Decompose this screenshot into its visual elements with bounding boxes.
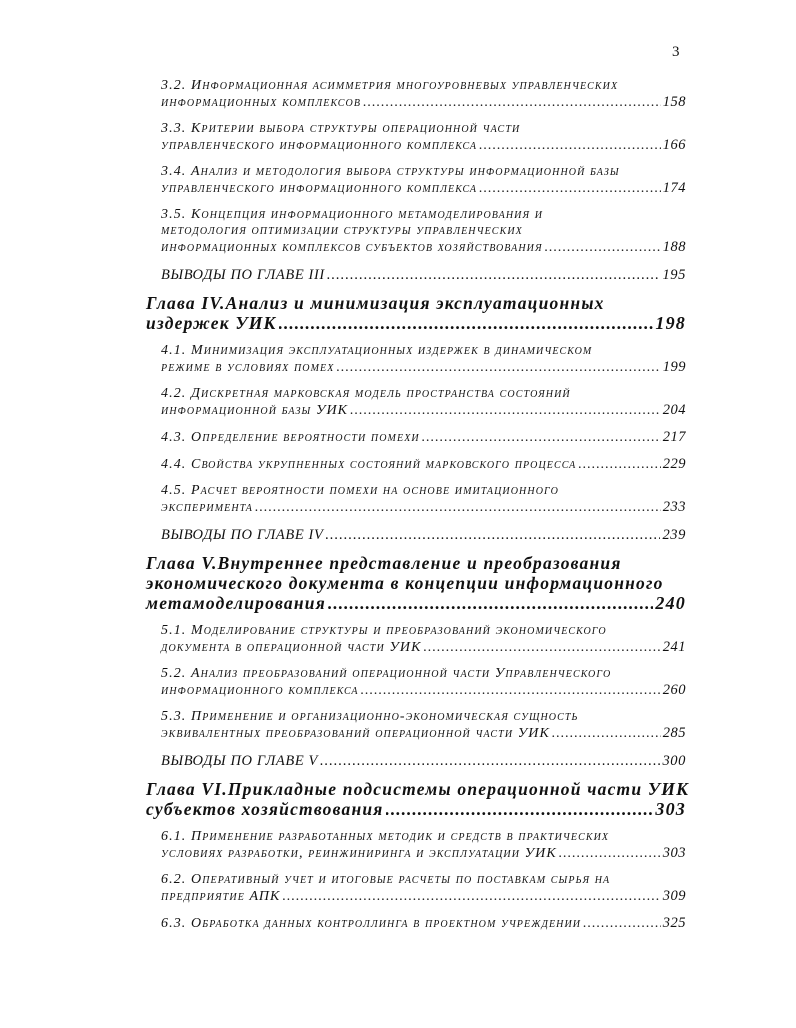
toc-entry-line: [161, 666, 686, 682]
toc-entry-section[interactable]: [161, 78, 686, 111]
toc-entry-section[interactable]: [161, 429, 686, 446]
toc-entry-section[interactable]: [161, 709, 686, 742]
toc-entry-title: 3.3. Критерии выбора структуры операционной части: [161, 121, 521, 136]
toc-entry-section[interactable]: [161, 623, 686, 656]
toc-entry-title: эквивалентных преобразований операционной части УИК: [161, 726, 550, 741]
toc-entry-title: 5.1. Моделирование структуры и преобразований экономического: [161, 623, 607, 638]
toc-entry-line: [161, 94, 686, 111]
toc-page-number: 303: [655, 799, 686, 819]
toc-page-number: 199: [662, 359, 686, 375]
toc-page-number: 325: [662, 915, 686, 931]
toc-entry-title: 4.1. Минимизация эксплуатационных издержек в динамическом: [161, 343, 593, 358]
toc-entry-title: Глава VI.Прикладные подсистемы операционной части УИК: [146, 779, 690, 799]
toc-leader-dots: [424, 640, 661, 656]
toc-entry-chapter[interactable]: [146, 293, 686, 333]
toc-leader-dots: [552, 726, 661, 742]
toc-entry-title: экономического документа в концепции информационного: [146, 573, 664, 593]
toc-entry-title: ВЫВОДЫ ПО ГЛАВЕ V: [161, 753, 318, 769]
toc-entry-title: Глава V.Внутреннее представление и преобразования: [146, 553, 622, 573]
toc-entry-title: 4.5. Расчет вероятности помехи на основе имитационного: [161, 483, 559, 498]
toc-entry-line: [161, 223, 686, 239]
toc-entry-line: [161, 915, 686, 932]
toc-leader-dots: [325, 526, 660, 544]
toc-entry-title: 3.5. Концепция информационного метамоделирования и: [161, 207, 544, 222]
toc-leader-dots: [279, 313, 654, 333]
toc-entry-line: [161, 872, 686, 888]
toc-page-number: 233: [662, 499, 686, 515]
toc-leader-dots: [282, 889, 660, 905]
toc-page-number: 158: [662, 94, 686, 110]
toc-entry-title: информационных комплексов: [161, 95, 362, 110]
toc-leader-dots: [559, 846, 661, 862]
toc-leader-dots: [386, 799, 654, 819]
toc-entry-title: ВЫВОДЫ ПО ГЛАВЕ IV: [161, 527, 324, 543]
toc-leader-dots: [327, 266, 661, 284]
toc-entry-line: [146, 593, 686, 613]
toc-entry-line: [161, 78, 686, 94]
toc-leader-dots: [350, 403, 661, 419]
toc-entry-title: информационных комплексов субъектов хозяйствования: [161, 240, 543, 255]
toc-entry-line: [146, 313, 686, 333]
toc-leader-dots: [583, 916, 661, 932]
toc-entry-section[interactable]: [161, 456, 686, 473]
toc-page-number: 174: [662, 180, 686, 196]
toc-entry-line: [146, 553, 686, 573]
toc-entry-title: издержек УИК: [146, 313, 277, 333]
toc-entry-line: [161, 239, 686, 256]
toc-entry-line: [161, 499, 686, 516]
toc-page-number: 166: [662, 137, 686, 153]
toc-entry-title: 4.4. Свойства укрупненных состояний марковского процесса: [161, 457, 577, 472]
toc-leader-dots: [328, 593, 653, 613]
toc-entry-title: 3.2. Информационная асимметрия многоуровневых управленческих: [161, 78, 619, 93]
toc-entry-title: субъектов хозяйствования: [146, 799, 384, 819]
toc-entry-section[interactable]: [161, 872, 686, 905]
toc-page-number: 217: [662, 429, 686, 445]
toc-entry-line: [161, 137, 686, 154]
toc-entry-line: [161, 359, 686, 376]
toc-entry-chapter[interactable]: [146, 553, 686, 613]
toc-entry-line: [161, 164, 686, 180]
toc-entry-line: [161, 829, 686, 845]
page-number: 3: [672, 44, 680, 60]
toc-page-number: 300: [662, 753, 686, 769]
toc-entry-title: 6.2. Оперативный учет и итоговые расчеты по поставкам сырья на: [161, 872, 611, 887]
toc-entry-line: [161, 121, 686, 137]
toc-entry-line: [161, 386, 686, 402]
toc-page-number: 204: [662, 402, 686, 418]
toc-entry-line: [161, 483, 686, 499]
toc-entry-line: [161, 402, 686, 419]
toc-entry-line: [161, 343, 686, 359]
toc-entry-line: [161, 709, 686, 725]
toc-entry-title: управленческого информационного комплекса: [161, 138, 478, 153]
toc-entry-line: [161, 752, 686, 770]
toc-entry-line: [161, 456, 686, 473]
toc-entry-line: [161, 888, 686, 905]
toc-leader-dots: [578, 457, 660, 473]
toc-entry-line: [146, 573, 686, 593]
toc-entry-title: 6.1. Применение разработанных методик и средств в практических: [161, 829, 610, 844]
toc-entry-concl[interactable]: [161, 526, 686, 544]
toc-entry-section[interactable]: [161, 164, 686, 197]
toc-entry-title: режиме в условиях помех: [161, 360, 335, 375]
toc-entry-section[interactable]: [161, 343, 686, 376]
toc-leader-dots: [255, 500, 661, 516]
toc-entry-section[interactable]: [161, 829, 686, 862]
toc-entry-title: метамоделирования: [146, 593, 326, 613]
toc-entry-section[interactable]: [161, 666, 686, 699]
toc-entry-title: информационной базы УИК: [161, 403, 349, 418]
toc-entry-title: документа в операционной части УИК: [161, 640, 422, 655]
toc-leader-dots: [545, 240, 661, 256]
toc-page-number: 195: [662, 267, 686, 283]
toc-entry-concl[interactable]: [161, 266, 686, 284]
toc-entry-title: Глава IV.Анализ и минимизация эксплуатационных: [146, 293, 605, 313]
toc-entry-title: информационного комплекса: [161, 683, 359, 698]
toc-entry-title: 4.2. Дискретная марковская модель пространства состояний: [161, 386, 571, 401]
toc-entry-title: 3.4. Анализ и методология выбора структуры информационной базы: [161, 164, 620, 179]
toc-entry-line: [161, 429, 686, 446]
toc-entry-line: [146, 293, 686, 313]
toc-entry-section[interactable]: [161, 386, 686, 419]
toc-entry-title: условиях разработки, реинжиниринга и эксплуатации УИК: [161, 846, 557, 861]
toc-entry-title: эксперимента: [161, 500, 253, 515]
toc-entry-line: [161, 725, 686, 742]
toc-entry-section[interactable]: [161, 483, 686, 516]
toc-entry-line: [146, 799, 686, 819]
toc-entry-section[interactable]: [161, 207, 686, 256]
toc-entry-line: [161, 623, 686, 639]
toc-page-number: 188: [662, 239, 686, 255]
toc-page-number: 229: [662, 456, 686, 472]
toc-page-number: 260: [662, 682, 686, 698]
toc-entry-line: [146, 779, 690, 799]
toc-page-number: 285: [662, 725, 686, 741]
toc-leader-dots: [320, 752, 660, 770]
toc-leader-dots: [363, 95, 661, 111]
toc-entry-line: [161, 682, 686, 699]
toc-entry-section[interactable]: [161, 121, 686, 154]
toc-entry-line: [161, 180, 686, 197]
toc-entry-chapter[interactable]: [146, 779, 690, 819]
toc-leader-dots: [479, 138, 661, 154]
toc-entry-title: методология оптимизации структуры управленческих: [161, 223, 523, 238]
toc-entry-title: 5.3. Применение и организационно-экономическая сущность: [161, 709, 579, 724]
toc-entry-title: 5.2. Анализ преобразований операционной части Управленческого: [161, 666, 612, 681]
toc-page-number: 240: [655, 593, 686, 613]
table-of-contents: [0, 78, 796, 942]
toc-entry-title: 4.3. Определение вероятности помехи: [161, 430, 420, 445]
toc-entry-line: [161, 845, 686, 862]
toc-entry-concl[interactable]: [161, 752, 686, 770]
toc-entry-line: [161, 526, 686, 544]
toc-page-number: 303: [662, 845, 686, 861]
toc-entry-title: предприятие АПК: [161, 889, 281, 904]
toc-leader-dots: [336, 360, 660, 376]
toc-page-number: 309: [662, 888, 686, 904]
toc-leader-dots: [479, 181, 661, 197]
toc-entry-line: [161, 266, 686, 284]
toc-page-number: 241: [662, 639, 686, 655]
toc-entry-title: ВЫВОДЫ ПО ГЛАВЕ III: [161, 267, 325, 283]
toc-leader-dots: [422, 430, 661, 446]
toc-entry-title: управленческого информационного комплекса: [161, 181, 478, 196]
toc-entry-line: [161, 207, 686, 223]
toc-page-number: 198: [655, 313, 686, 333]
toc-entry-section[interactable]: [161, 915, 686, 932]
toc-leader-dots: [361, 683, 661, 699]
toc-entry-line: [161, 639, 686, 656]
toc-entry-title: 6.3. Обработка данных контроллинга в проектном учреждении: [161, 916, 582, 931]
toc-page-number: 239: [662, 527, 686, 543]
